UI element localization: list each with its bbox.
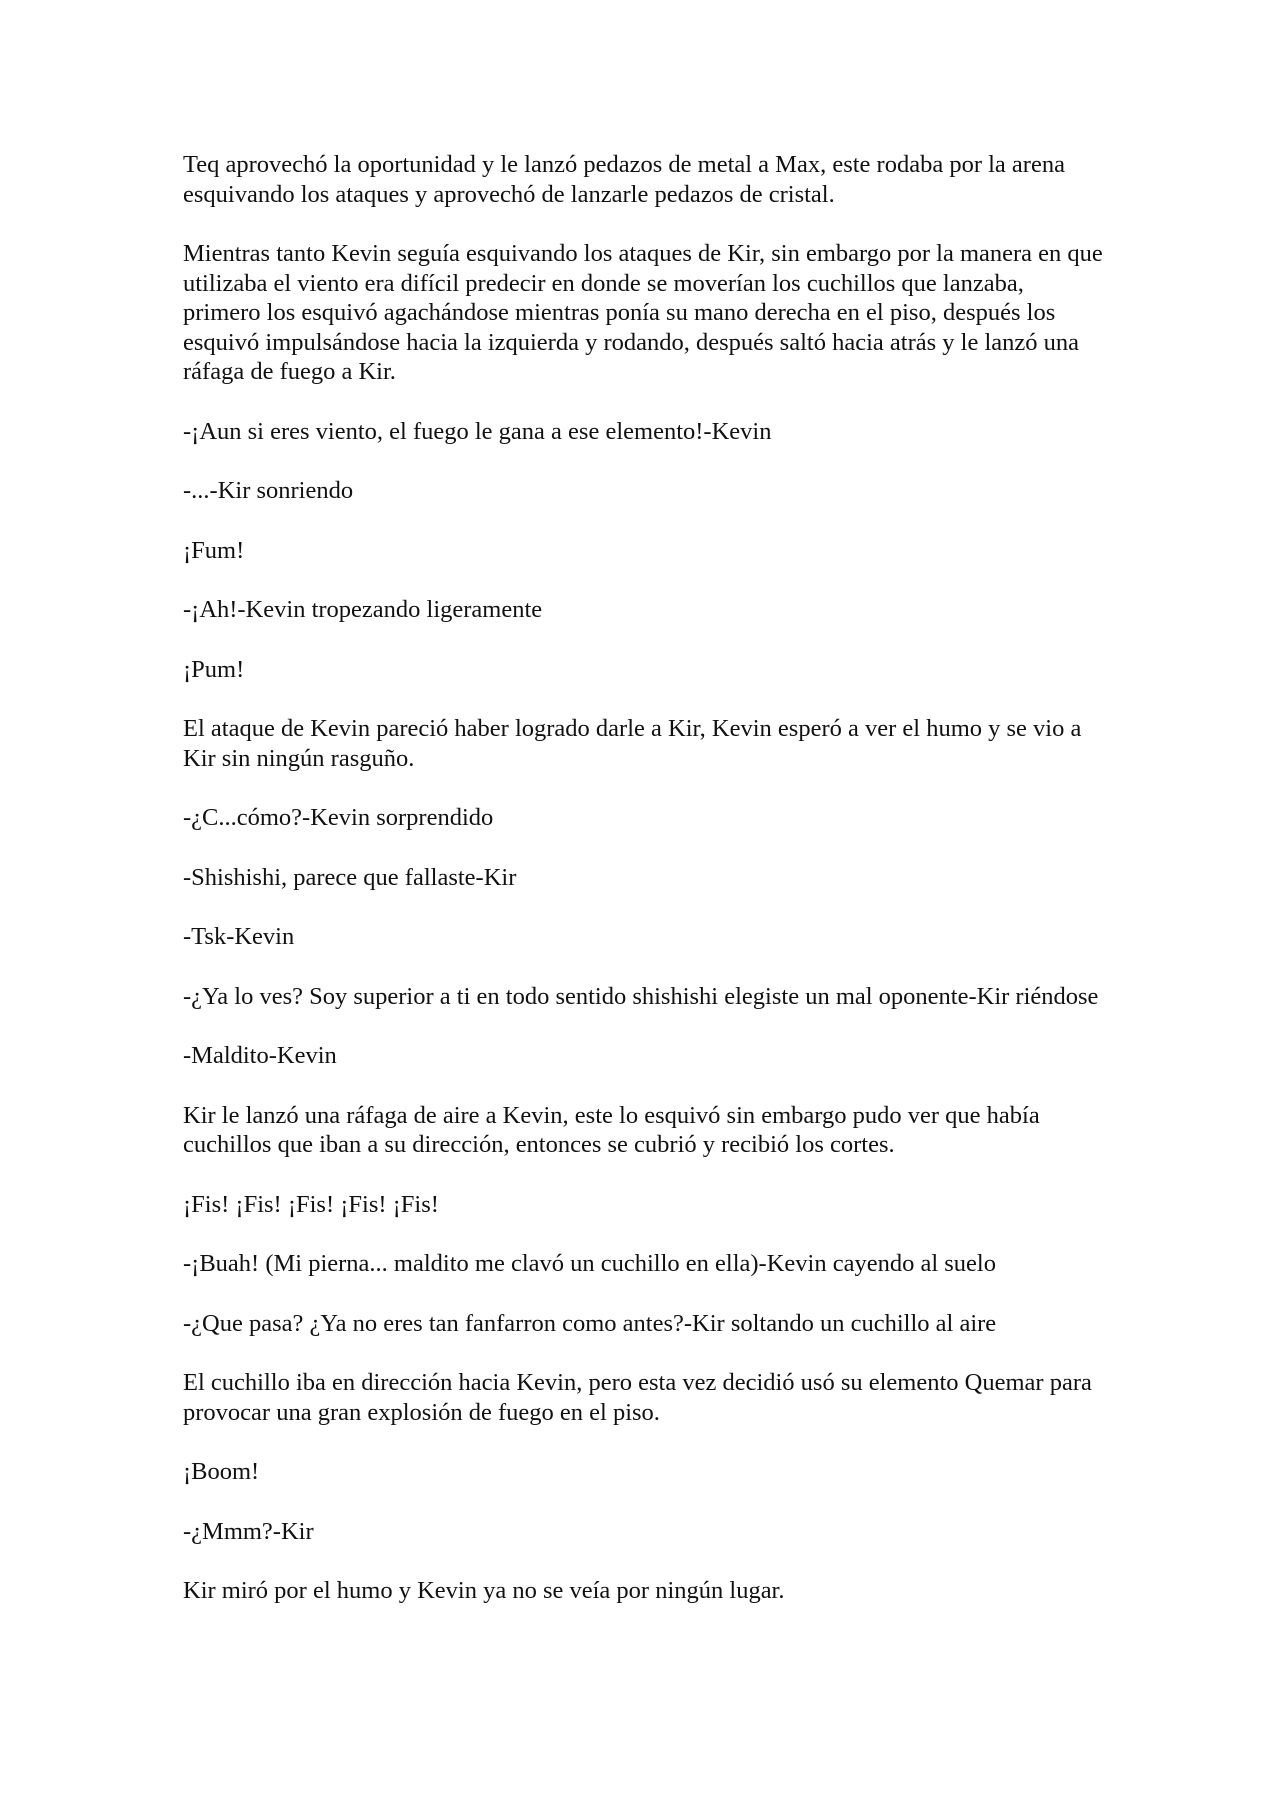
paragraph: Mientras tanto Kevin seguía esquivando los ataques de Kir, sin embargo por la manera en que utilizaba el viento era difícil predecir en donde se moverían los cuchillos que lanzaba, primero los esquivó agachándose mientras ponía su mano derecha en el piso, después los esquivó impulsándose hacia la izquierda y rodando, después saltó hacia atrás y le lanzó una ráfaga de fuego a Kir. [183,240,1103,385]
dialogue-line: -¿Que pasa? ¿Ya no eres tan fanfarron como antes?-Kir soltando un cuchillo al aire [183,1309,997,1337]
paragraph: Kir le lanzó una ráfaga de aire a Kevin, este lo esquivó sin embargo pudo ver que había cuchillos que iban a su dirección, entonces se cubrió y recibió los cortes. [183,1101,1040,1158]
sound-effect: ¡Boom! [183,1458,260,1485]
dialogue-line: -Maldito-Kevin [183,1042,337,1069]
dialogue-line: -...-Kir sonriendo [183,477,354,504]
dialogue-line: -¡Aun si eres viento, el fuego le gana a ese elemento!-Kevin [183,417,772,445]
dialogue-line: -Shishishi, parece que fallaste-Kir [183,863,517,891]
sound-effect: ¡Fis! ¡Fis! ¡Fis! ¡Fis! ¡Fis! [183,1190,439,1218]
paragraph: Teq aprovechó la oportunidad y le lanzó pedazos de metal a Max, este rodaba por la arena esquivando los ataques y aprovechó de lanzarle pedazos de cristal. [183,151,1065,208]
dialogue-line: -Tsk-Kevin [183,923,295,950]
dialogue-line: -¿Mmm?-Kir [183,1517,314,1545]
sound-effect: ¡Pum! [183,655,245,683]
paragraph: Kir miró por el humo y Kevin ya no se veía por ningún lugar. [183,1577,785,1604]
dialogue-line: -¿C...cómo?-Kevin sorprendido [183,804,494,831]
sound-effect: ¡Fum! [183,536,245,564]
paragraph: El ataque de Kevin pareció haber logrado darle a Kir, Kevin esperó a ver el humo y se vio a Kir sin ningún rasguño. [183,715,1082,772]
document-page [183,150,1103,1636]
dialogue-line: -¿Ya lo ves? Soy superior a ti en todo sentido shishishi elegiste un mal oponente-Kir riéndose [183,982,1099,1010]
paragraph: El cuchillo iba en dirección hacia Kevin, pero esta vez decidió usó su elemento Quemar para provocar una gran explosión de fuego en el piso. [183,1369,1092,1426]
dialogue-line: -¡Ah!-Kevin tropezando ligeramente [183,596,543,623]
dialogue-line: -¡Buah! (Mi pierna... maldito me clavó un cuchillo en ella)-Kevin cayendo al suelo [183,1250,996,1277]
